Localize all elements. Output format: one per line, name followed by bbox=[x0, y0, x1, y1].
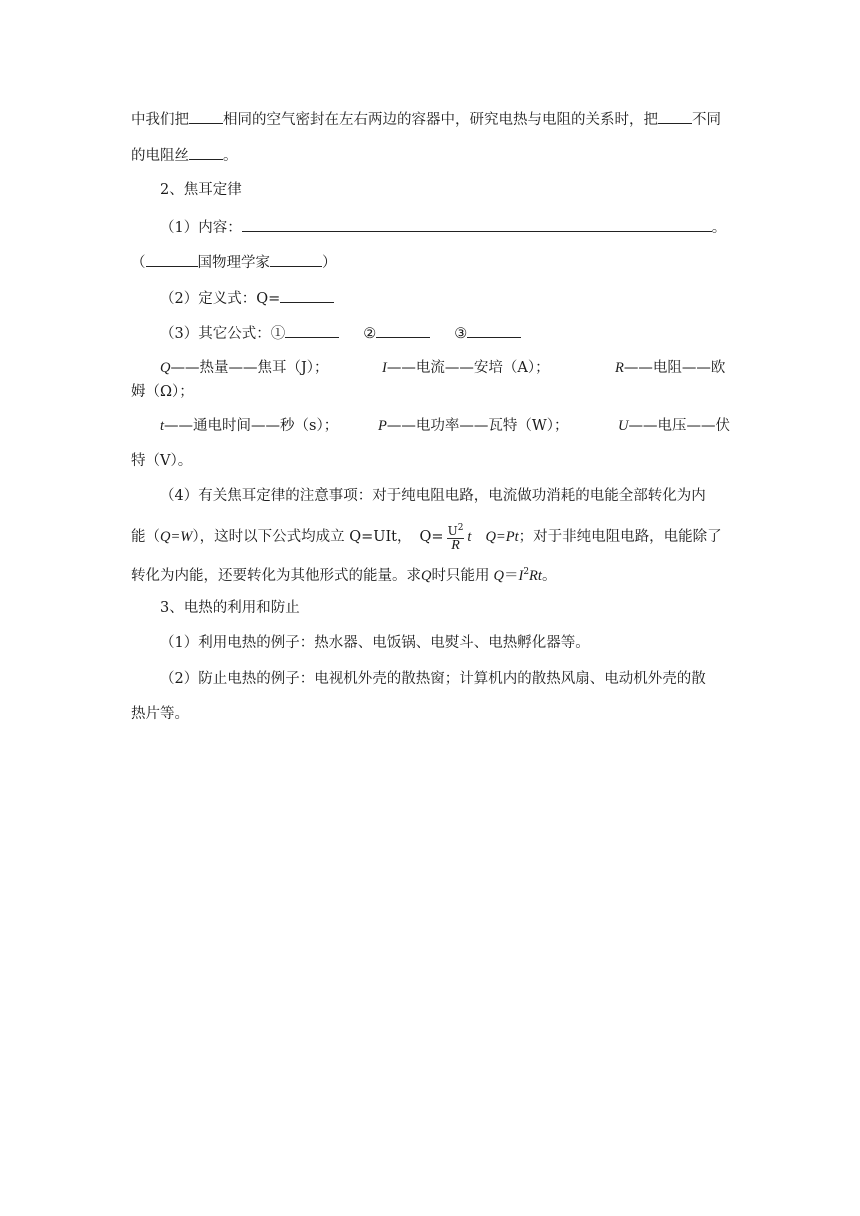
notes-line2 bbox=[131, 521, 722, 553]
symbol-Q bbox=[160, 358, 329, 378]
section3-prevent-line1: （2）防止电热的例子：电视机外壳的散热窗；计算机内的散热风扇、电动机外壳的散 bbox=[160, 671, 706, 687]
other-formulas-label: （3）其它公式：① bbox=[160, 326, 286, 342]
section3-use: （1）利用电热的例子：热水器、电饭锅、电熨斗、电热孵化器等。 bbox=[160, 635, 590, 651]
notes-text: ；对于非纯电阻电路，电能除了 bbox=[518, 529, 722, 545]
frac-denominator: R bbox=[451, 538, 460, 553]
fraction-u2-over-r bbox=[447, 521, 465, 553]
symbol-letter: U bbox=[618, 418, 629, 434]
section3-prevent-line2: 热片等。 bbox=[131, 706, 189, 722]
formula-blank-1[interactable] bbox=[285, 322, 339, 338]
circle-3: ③ bbox=[454, 326, 468, 342]
formula-q: Q bbox=[493, 567, 504, 584]
formula-q-eq: Q= bbox=[419, 529, 444, 545]
formula-i: I bbox=[518, 567, 524, 584]
symbol-letter: I bbox=[382, 360, 387, 376]
para1-line2 bbox=[131, 144, 238, 166]
paren-close: ） bbox=[322, 255, 337, 271]
notes-text: ），这时以下公式均成立 Q=UIt， bbox=[192, 529, 412, 545]
content-blank[interactable] bbox=[242, 216, 712, 232]
fill-blank[interactable] bbox=[189, 144, 223, 160]
para1-text: 不同 bbox=[692, 112, 721, 128]
formula-sup: 2 bbox=[523, 567, 530, 577]
symbol-desc: ——通电时间——秒（s）； bbox=[164, 418, 339, 434]
para1-line1 bbox=[131, 108, 721, 130]
frac-numerator: U bbox=[447, 524, 458, 538]
definition-line bbox=[160, 287, 334, 309]
formula-eq: ＝ bbox=[503, 567, 519, 584]
symbol-t bbox=[160, 416, 338, 436]
content-label: （1）内容： bbox=[160, 220, 242, 236]
notes-text: 转化为内能，还要转化为其他形式的能量。求 bbox=[131, 567, 421, 584]
section3-heading: 3、电热的利用和防止 bbox=[160, 600, 300, 616]
para1-text: 的电阻丝 bbox=[131, 148, 189, 164]
symbol-I bbox=[382, 358, 550, 378]
symbol-P bbox=[378, 416, 569, 436]
content-end: 。 bbox=[711, 220, 727, 236]
physicist-note bbox=[131, 251, 337, 273]
symbol-desc: ——电阻——欧 bbox=[623, 360, 726, 376]
notes-line3 bbox=[131, 562, 556, 586]
symbol-U-cont: 特（V）。 bbox=[131, 453, 193, 469]
formula-blank-2[interactable] bbox=[376, 322, 430, 338]
notes-text: 。 bbox=[541, 567, 557, 584]
symbol-letter: R bbox=[615, 360, 624, 376]
symbol-desc: ——电流——安培（A）； bbox=[386, 360, 550, 376]
symbol-desc: ——电压——伏 bbox=[628, 418, 730, 434]
symbol-desc: ——电功率——瓦特（W）； bbox=[386, 418, 569, 434]
symbol-letter: t bbox=[160, 418, 165, 434]
frac-sup: 2 bbox=[457, 523, 464, 533]
section2-heading: 2、焦耳定律 bbox=[160, 182, 242, 198]
para1-text: 。 bbox=[223, 148, 238, 164]
para1-text: 相同的空气密封在左右两边的容器中，研究电热与电阻的关系时，把 bbox=[223, 112, 658, 128]
notes-text: 时只能用 bbox=[431, 567, 490, 584]
formula-q-eq-w: Q=W bbox=[160, 529, 193, 545]
symbol-desc: ——热量——焦耳（J）； bbox=[170, 360, 329, 376]
frac-t: t bbox=[467, 529, 472, 545]
symbol-U bbox=[618, 416, 730, 436]
notes-line1: （4）有关焦耳定律的注意事项：对于纯电阻电路，电流做功消耗的电能全部转化为内 bbox=[160, 488, 706, 504]
content-line bbox=[160, 216, 726, 238]
fill-blank[interactable] bbox=[658, 108, 692, 124]
notes-text: 能（ bbox=[131, 529, 160, 545]
formula-q-pt: Q=Pt bbox=[485, 529, 519, 545]
para1-text: 中我们把 bbox=[131, 112, 189, 128]
symbol-letter: Q bbox=[160, 360, 171, 376]
physicist-blank[interactable] bbox=[270, 251, 322, 267]
formula-rt: Rt bbox=[529, 567, 542, 584]
paren-open: （ bbox=[131, 255, 146, 271]
other-formulas-line bbox=[160, 322, 521, 344]
symbol-R bbox=[615, 358, 725, 378]
formula-blank-3[interactable] bbox=[467, 322, 521, 338]
note-text: 国物理学家 bbox=[197, 255, 270, 271]
country-blank[interactable] bbox=[146, 251, 198, 267]
definition-blank[interactable] bbox=[280, 287, 334, 303]
circle-2: ② bbox=[363, 326, 377, 342]
symbol-letter: P bbox=[378, 418, 387, 434]
symbol-R-cont: 姆（Ω）； bbox=[131, 384, 194, 400]
fill-blank[interactable] bbox=[189, 108, 223, 124]
definition-label: （2）定义式：Q= bbox=[160, 291, 281, 307]
symbol-q: Q bbox=[421, 567, 432, 584]
